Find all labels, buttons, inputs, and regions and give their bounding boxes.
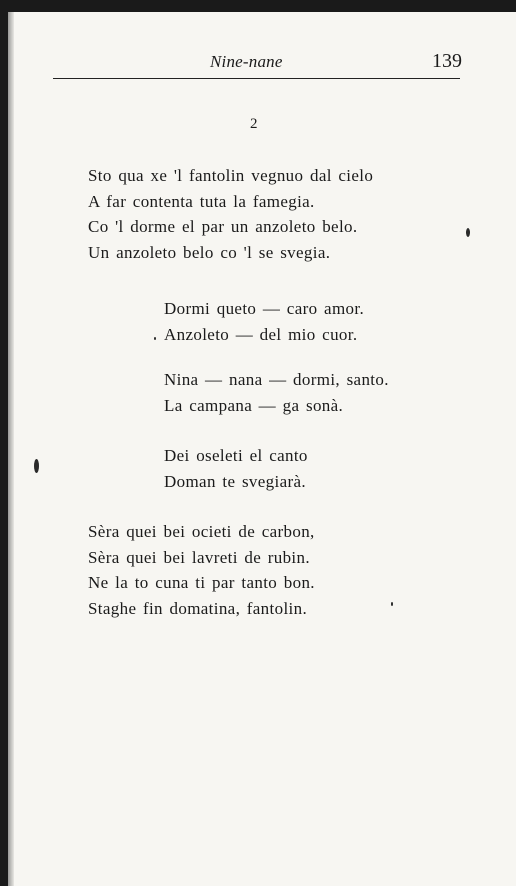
book-page: [8, 12, 516, 886]
ink-speck: [391, 602, 393, 606]
verse-line: Sto qua xe 'l fantolin vegnuo dal cielo: [88, 166, 374, 185]
verse-line: Ne la to cuna ti par tanto bon.: [88, 573, 315, 592]
verse-line: La campana — ga sonà.: [164, 395, 344, 415]
section-number: 2: [250, 116, 258, 132]
ink-speck: [34, 459, 39, 473]
verse-line: Co 'l dorme el par un anzoleto belo.: [88, 217, 358, 236]
header-rule: [53, 78, 460, 79]
page-number: 139: [432, 50, 462, 72]
refrain-stanza: [164, 367, 389, 418]
page-gutter-shadow: [8, 12, 14, 886]
verse-line: Doman te svegiarà.: [164, 471, 307, 491]
ink-speck: [466, 228, 470, 237]
verse-line: Staghe fin domatina, fantolin.: [88, 598, 308, 618]
stanza: [88, 519, 315, 621]
page-header: [8, 48, 516, 72]
verse-line: Anzoleto — del mio cuor.: [164, 324, 358, 344]
stanza: [88, 163, 373, 265]
verse-line: Sèra quei bei lavreti de rubin.: [88, 547, 310, 567]
running-title: Nine-nane: [210, 52, 283, 71]
verse-line: A far contenta tuta la famegia.: [88, 191, 315, 211]
verse-line: Un anzoleto belo co 'l se svegia.: [88, 242, 331, 262]
verse-line: Sèra quei bei ocieti de carbon,: [88, 522, 315, 541]
refrain-stanza: [164, 443, 308, 494]
refrain-stanza: [164, 296, 364, 347]
verse-line: Dei oseleti el canto: [164, 446, 308, 465]
verse-line: Dormi queto — caro amor.: [164, 299, 365, 318]
ink-speck: [154, 337, 156, 340]
verse-line: Nina — nana — dormi, santo.: [164, 370, 389, 389]
